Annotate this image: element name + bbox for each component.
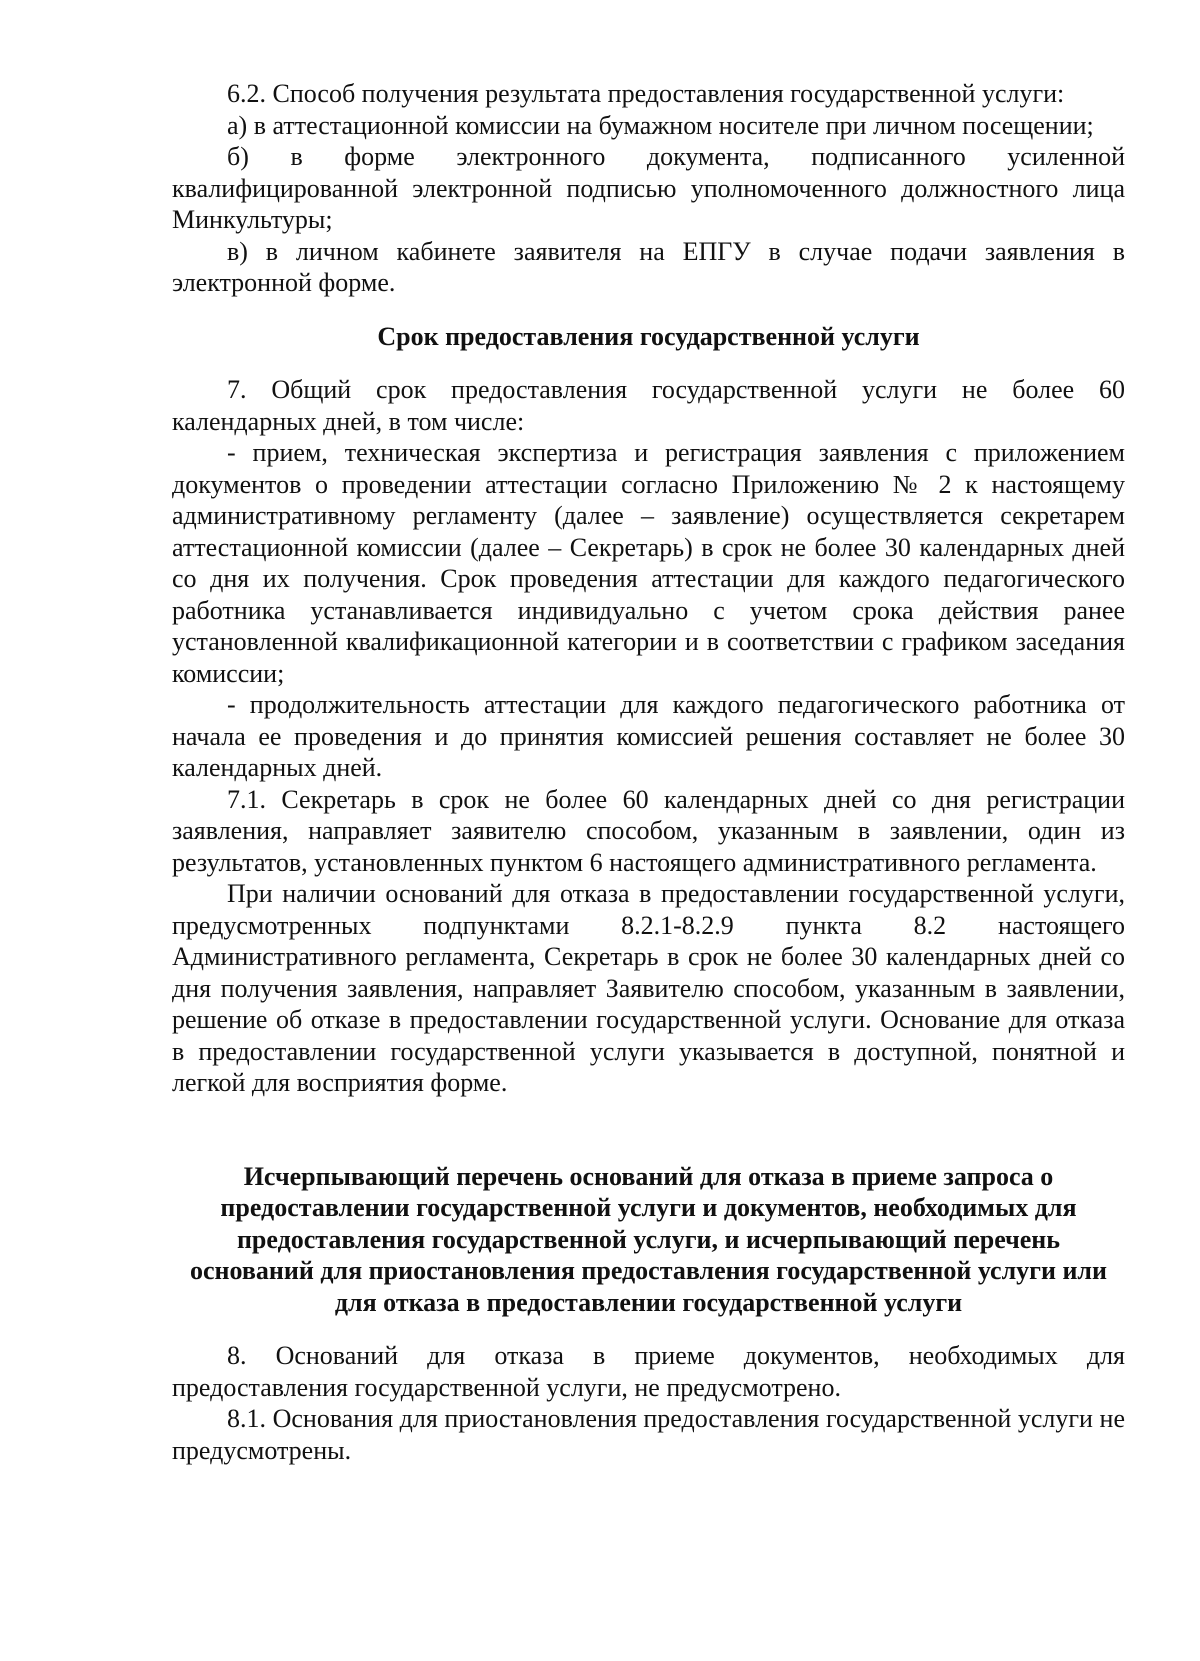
document-page bbox=[172, 78, 1125, 1466]
section-8-p1: 8. Оснований для отказа в приеме документов, необходимых для предоставления государственной услуги, не предусмотрено. bbox=[172, 1341, 1125, 1402]
section-7-p3: - продолжительность аттестации для каждого педагогического работника от начала ее проведения и до принятия комиссией решения составляет не более 30 календарных дней. bbox=[172, 690, 1125, 782]
section-6-2-item-v: в) в личном кабинете заявителя на ЕПГУ в случае подачи заявления в электронной форме. bbox=[172, 236, 1125, 297]
section-7-1-p5: При наличии оснований для отказа в предоставлении государственной услуги, предусмотренных подпунктами 8.2.1-8.2.9 пункта 8.2 настоящего Административного регламента, Секретарь в срок не более 30 календарных дней со дня получения заявления, направляет Заявителю способом, указанным в заявлении, решение об отказе в предоставлении государственной услуги. Основание для отказа в предоставлении государственной услуги указывается в доступной, понятной и легкой для восприятия форме. bbox=[172, 879, 1125, 1097]
section-6-2-item-a: а) в аттестационной комиссии на бумажном носителе при личном посещении; bbox=[227, 110, 1094, 140]
heading-term: Срок предоставления государственной услуги bbox=[377, 321, 920, 351]
section-7-1-p4: 7.1. Секретарь в срок не более 60 календарных дней со дня регистрации заявления, направляет заявителю способом, указанным в заявлении, один из результатов, установленных пунктом 6 настоящего административного регламента. bbox=[172, 784, 1125, 877]
section-7-p2: - прием, техническая экспертиза и регистрация заявления с приложением документов о проведении аттестации согласно Приложению № 2 к настоящему административному регламенту (далее – заявление) осуществляется секретарем аттестационной комиссии (далее – Секретарь) в срок не более 30 календарных дней со дня их получения. Срок проведения аттестации для каждого педагогического работника устанавливается индивидуально с учетом срока действия ранее установленной квалификационной категории и в соответствии с графиком заседания комиссии; bbox=[172, 438, 1125, 688]
heading-refusal: Исчерпывающий перечень оснований для отказа в приеме запроса о предоставлении государственной услуги и документов, необходимых для предоставления государственной услуги, и исчерпывающий перечень оснований для приостановления предоставления государственной услуги или для отказа в предоставлении государственной услуги bbox=[190, 1161, 1107, 1317]
section-6-2-intro: 6.2. Способ получения результата предоставления государственной услуги: bbox=[227, 79, 1065, 108]
section-6-2-item-b: б) в форме электронного документа, подписанного усиленной квалифицированной электронной подписью уполномоченного должностного лица Минкультуры; bbox=[172, 142, 1125, 234]
section-7-p1: 7. Общий срок предоставления государственной услуги не более 60 календарных дней, в том числе: bbox=[172, 375, 1125, 436]
section-8-1-p2: 8.1. Основания для приостановления предоставления государственной услуги не предусмотрены. bbox=[172, 1404, 1125, 1465]
